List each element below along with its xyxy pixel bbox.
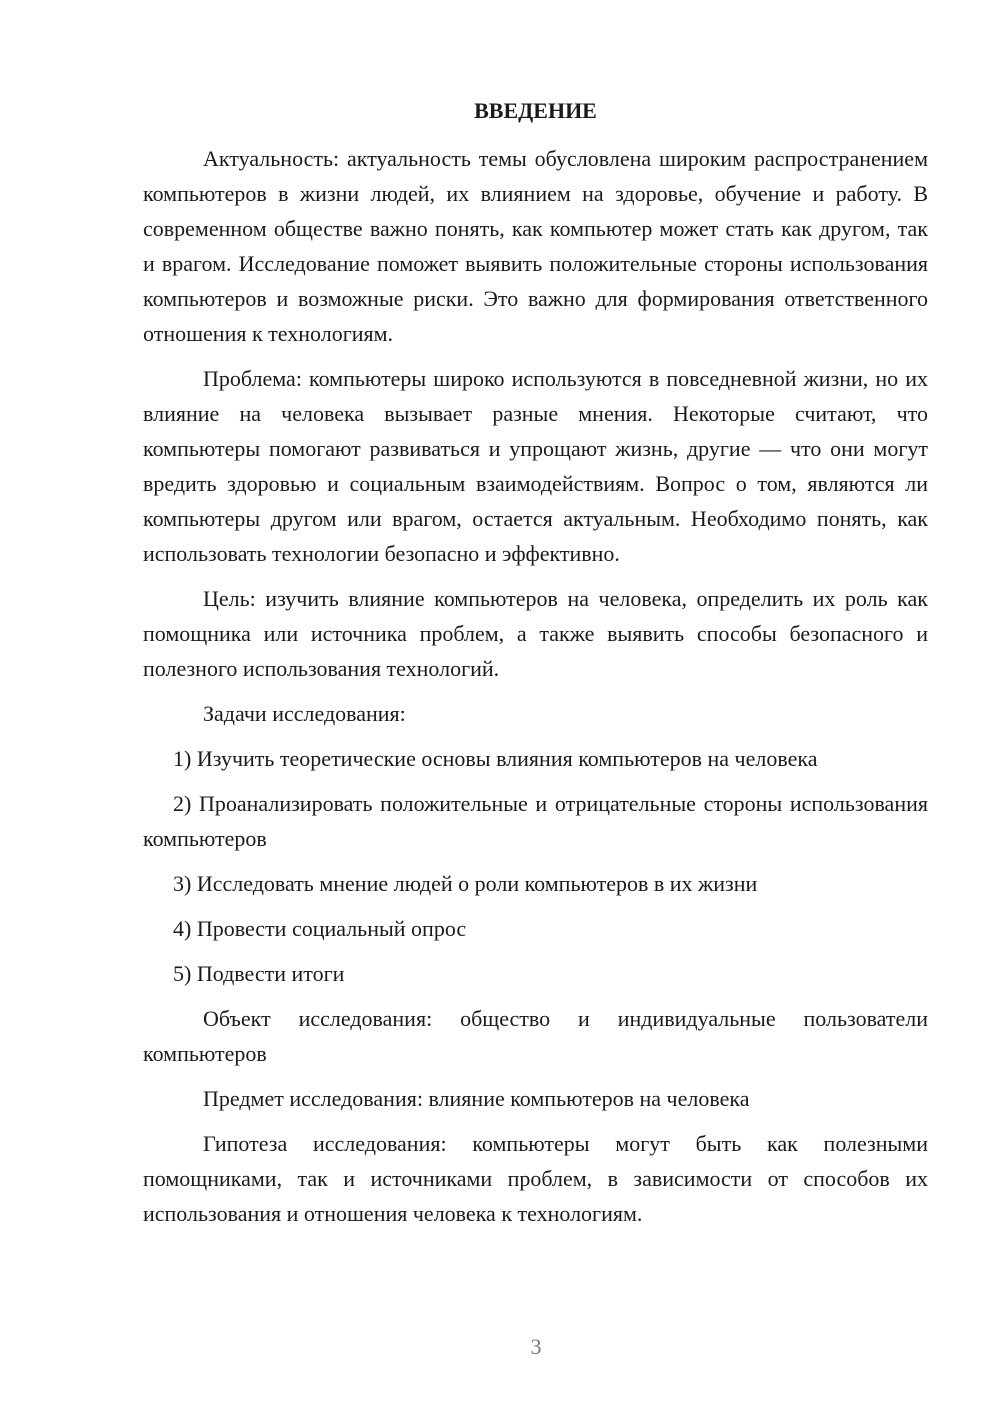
paragraph-tasks-heading: Задачи исследования: [203, 701, 406, 726]
task-item-2: 2) Проанализировать положительные и отрицательные стороны использования компьютеров [143, 791, 928, 851]
page-number: 3 [530, 1334, 542, 1359]
task-item-4: 4) Провести социальный опрос [173, 916, 467, 941]
section-title: ВВЕДЕНИЕ [474, 98, 597, 123]
paragraph-relevance: Актуальность: актуальность темы обусловлена широким распространением компьютеров в жизни людей, их влиянием на здоровье, обучение и работу. В современном обществе важно понять, как компьютер может стать как другом, так и врагом. Исследование поможет выявить положительные стороны использования компьютеров и возможные риски. Это важно для формирования ответственного отношения к технологиям. [143, 146, 928, 346]
task-item-5: 5) Подвести итоги [173, 961, 345, 986]
paragraph-goal: Цель: изучить влияние компьютеров на человека, определить их роль как помощника или источника проблем, а также выявить способы безопасного и полезного использования технологий. [143, 586, 928, 681]
page-content [143, 94, 928, 1241]
paragraph-hypothesis: Гипотеза исследования: компьютеры могут быть как полезными помощниками, так и источниками проблем, в зависимости от способов их использования и отношения человека к технологиям. [143, 1131, 928, 1226]
task-item-3: 3) Исследовать мнение людей о роли компьютеров в их жизни [173, 871, 758, 896]
paragraph-object: Объект исследования: общество и индивидуальные пользователи компьютеров [143, 1006, 928, 1066]
task-item-1: 1) Изучить теоретические основы влияния компьютеров на человека [173, 746, 818, 771]
paragraph-subject: Предмет исследования: влияние компьютеров на человека [203, 1086, 750, 1111]
paragraph-problem: Проблема: компьютеры широко используются в повседневной жизни, но их влияние на человека вызывает разные мнения. Некоторые считают, что компьютеры помогают развиваться и упрощают жизнь, другие — что они могут вредить здоровью и социальным взаимодействиям. Вопрос о том, являются ли компьютеры другом или врагом, остается актуальным. Необходимо понять, как использовать технологии безопасно и эффективно. [143, 366, 928, 566]
